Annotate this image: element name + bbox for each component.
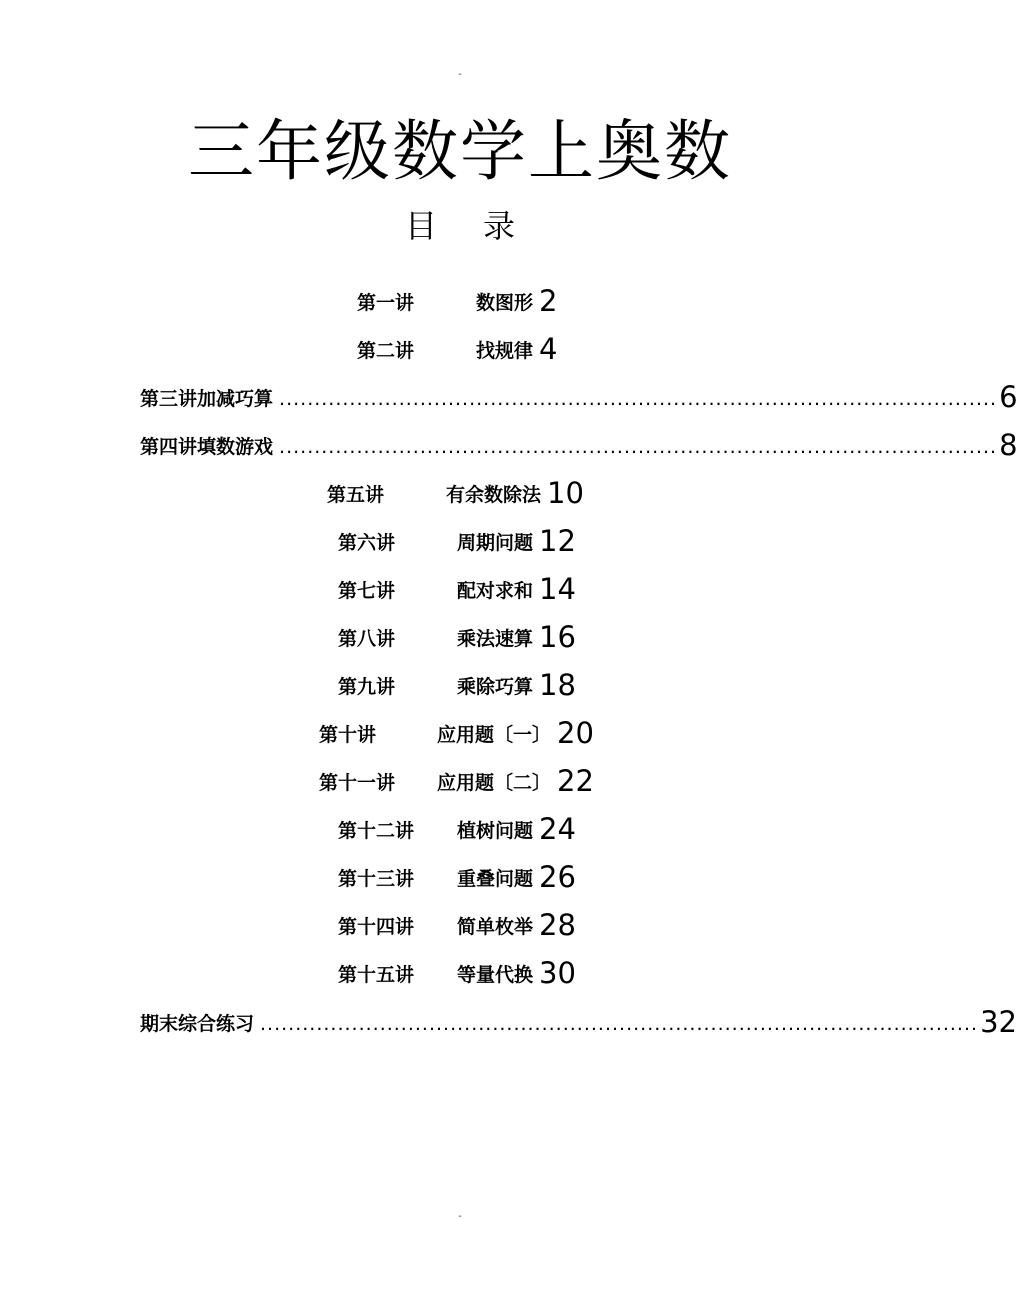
toc-lecture-label: 第八讲 bbox=[338, 628, 396, 650]
toc-lecture-label: 第十讲 bbox=[319, 724, 377, 746]
toc-entry[interactable] bbox=[338, 666, 576, 702]
toc-topic: 简单枚举 bbox=[457, 916, 534, 938]
toc-heading-right: 录 bbox=[483, 207, 516, 245]
toc-lecture-label: 第十二讲 bbox=[338, 820, 415, 842]
toc-dot-leader: ...................................................................................................... bbox=[279, 388, 998, 410]
toc-page-number: 10 bbox=[547, 476, 584, 510]
toc-entry[interactable] bbox=[357, 330, 557, 366]
toc-entry[interactable] bbox=[338, 522, 576, 558]
toc-entry[interactable] bbox=[338, 618, 576, 654]
toc-page-number: 16 bbox=[539, 620, 576, 654]
toc-lecture-label: 第十一讲 bbox=[319, 772, 396, 794]
toc-page-number: 30 bbox=[539, 956, 576, 990]
toc-heading bbox=[0, 206, 920, 246]
toc-lecture-label: 第五讲 bbox=[327, 484, 385, 506]
toc-dot-leader: ...................................................................................................... bbox=[279, 436, 998, 458]
toc-topic: 乘法速算 bbox=[457, 628, 534, 650]
toc-entry[interactable] bbox=[327, 474, 584, 510]
toc-topic: 重叠问题 bbox=[457, 868, 534, 890]
toc-page-number: 8 bbox=[999, 428, 1018, 462]
toc-page-number: 14 bbox=[539, 572, 576, 606]
toc-page-number: 20 bbox=[557, 716, 594, 750]
toc-topic: 期末综合练习 bbox=[140, 1013, 255, 1035]
toc-lecture-label: 第九讲 bbox=[338, 676, 396, 698]
toc-entry[interactable] bbox=[319, 714, 594, 750]
toc-page-number: 24 bbox=[539, 812, 576, 846]
toc-dot-leader: ...................................................................................................... bbox=[260, 1013, 979, 1035]
toc-entry[interactable] bbox=[338, 954, 576, 990]
toc-page-number: 28 bbox=[539, 908, 576, 942]
toc-topic: 数图形 bbox=[476, 292, 534, 314]
toc-lecture-label: 第七讲 bbox=[338, 580, 396, 602]
toc-page-number: 22 bbox=[557, 764, 594, 798]
toc-lecture-label: 第三讲 bbox=[140, 388, 198, 410]
toc-lecture-label: 第二讲 bbox=[357, 340, 415, 362]
toc-topic: 填数游戏 bbox=[197, 436, 274, 458]
toc-topic: 植树问题 bbox=[457, 820, 534, 842]
toc-page-number: 26 bbox=[539, 860, 576, 894]
header-mark: - bbox=[458, 69, 462, 80]
toc-lecture-label: 第十五讲 bbox=[338, 964, 415, 986]
toc-entry[interactable] bbox=[319, 762, 594, 798]
toc-page-number: 18 bbox=[539, 668, 576, 702]
toc-entry[interactable] bbox=[140, 1003, 1017, 1039]
toc-entry[interactable] bbox=[338, 906, 576, 942]
toc-entry[interactable] bbox=[338, 858, 576, 894]
toc-entry[interactable] bbox=[357, 282, 557, 318]
toc-page-number: 2 bbox=[539, 284, 558, 318]
toc-entry[interactable] bbox=[338, 570, 576, 606]
toc-lecture-label: 第十三讲 bbox=[338, 868, 415, 890]
toc-lecture-label: 第六讲 bbox=[338, 532, 396, 554]
toc-topic: 找规律 bbox=[476, 340, 534, 362]
toc-page-number: 32 bbox=[980, 1005, 1017, 1039]
toc-heading-left: 目 bbox=[404, 207, 437, 245]
toc-entry[interactable] bbox=[140, 378, 1018, 414]
toc-page-number: 12 bbox=[539, 524, 576, 558]
toc-entry[interactable] bbox=[338, 810, 576, 846]
toc-topic: 周期问题 bbox=[457, 532, 534, 554]
toc-topic: 乘除巧算 bbox=[457, 676, 534, 698]
toc-topic: 配对求和 bbox=[457, 580, 534, 602]
toc-topic: 应用题〔一〕 bbox=[437, 724, 552, 746]
toc-entry[interactable] bbox=[140, 426, 1018, 462]
footer-mark: - bbox=[458, 1211, 462, 1222]
toc-topic: 加减巧算 bbox=[197, 388, 274, 410]
toc-page-number: 6 bbox=[999, 380, 1018, 414]
toc-lecture-label: 第一讲 bbox=[357, 292, 415, 314]
toc-lecture-label: 第四讲 bbox=[140, 436, 198, 458]
toc-topic: 应用题〔二〕 bbox=[437, 772, 552, 794]
document-title: 三年级数学上奥数 bbox=[188, 113, 732, 190]
toc-lecture-label: 第十四讲 bbox=[338, 916, 415, 938]
toc-topic: 有余数除法 bbox=[446, 484, 542, 506]
toc-page-number: 4 bbox=[539, 332, 558, 366]
toc-topic: 等量代换 bbox=[457, 964, 534, 986]
